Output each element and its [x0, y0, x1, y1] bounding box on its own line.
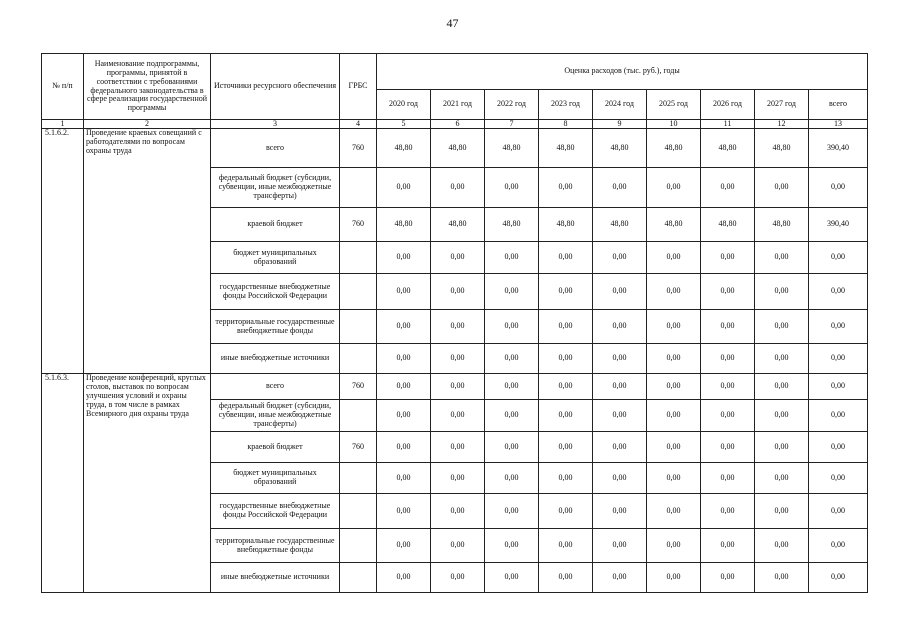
value-cell: 0,00	[593, 563, 647, 593]
value-cell: 48,80	[485, 208, 539, 242]
value-cell: 0,00	[539, 400, 593, 432]
value-cell: 0,00	[701, 374, 755, 400]
column-index: 5	[377, 120, 431, 129]
grbs-code	[340, 242, 377, 274]
value-cell: 0,00	[701, 400, 755, 432]
value-cell: 48,80	[755, 129, 809, 168]
value-cell: 0,00	[755, 463, 809, 494]
expenses-table	[41, 53, 868, 593]
value-cell: 48,80	[431, 129, 485, 168]
value-cell: 390,40	[809, 129, 868, 168]
value-cell: 0,00	[485, 563, 539, 593]
value-cell: 0,00	[647, 463, 701, 494]
column-index: 9	[593, 120, 647, 129]
grbs-code	[340, 563, 377, 593]
value-cell: 0,00	[809, 432, 868, 463]
value-cell: 0,00	[755, 344, 809, 374]
value-cell: 0,00	[377, 463, 431, 494]
value-cell: 48,80	[701, 208, 755, 242]
value-cell: 0,00	[485, 168, 539, 208]
grbs-code	[340, 400, 377, 432]
value-cell: 0,00	[755, 400, 809, 432]
value-cell: 0,00	[431, 344, 485, 374]
column-index: 1	[42, 120, 84, 129]
year-header: 2023 год	[539, 90, 593, 120]
value-cell: 0,00	[377, 344, 431, 374]
value-cell: 0,00	[809, 563, 868, 593]
value-cell: 0,00	[647, 242, 701, 274]
value-cell: 0,00	[539, 168, 593, 208]
year-header: 2026 год	[701, 90, 755, 120]
value-cell: 0,00	[431, 494, 485, 529]
funding-source: федеральный бюджет (субсидии, субвенции, иные межбюджетные трансферты)	[211, 400, 340, 432]
value-cell: 0,00	[539, 374, 593, 400]
value-cell: 0,00	[431, 242, 485, 274]
header-num: № п/п	[42, 54, 84, 120]
funding-source: краевой бюджет	[211, 208, 340, 242]
value-cell: 0,00	[647, 529, 701, 563]
year-header: 2021 год	[431, 90, 485, 120]
value-cell: 0,00	[539, 494, 593, 529]
value-cell: 0,00	[377, 374, 431, 400]
funding-source: федеральный бюджет (субсидии, субвенции, иные межбюджетные трансферты)	[211, 168, 340, 208]
value-cell: 0,00	[701, 274, 755, 310]
value-cell: 48,80	[593, 208, 647, 242]
value-cell: 0,00	[485, 432, 539, 463]
value-cell: 0,00	[647, 400, 701, 432]
value-cell: 0,00	[593, 374, 647, 400]
row-name: Проведение конференций, круглых столов, выставок по вопросам улучшения условий и охраны труда, в том числе в рамках Всемирного дня охраны труда	[84, 374, 211, 593]
value-cell: 0,00	[755, 432, 809, 463]
grbs-code: 760	[340, 129, 377, 168]
value-cell: 0,00	[431, 529, 485, 563]
value-cell: 48,80	[539, 208, 593, 242]
value-cell: 0,00	[809, 344, 868, 374]
year-header: 2020 год	[377, 90, 431, 120]
value-cell: 0,00	[431, 274, 485, 310]
value-cell: 0,00	[701, 494, 755, 529]
column-index: 10	[647, 120, 701, 129]
value-cell: 0,00	[377, 563, 431, 593]
value-cell: 0,00	[431, 432, 485, 463]
value-cell: 0,00	[701, 168, 755, 208]
header-estimate: Оценка расходов (тыс. руб.), годы	[377, 54, 868, 90]
value-cell: 0,00	[539, 274, 593, 310]
grbs-code	[340, 168, 377, 208]
column-index: 4	[340, 120, 377, 129]
funding-source: иные внебюджетные источники	[211, 563, 340, 593]
value-cell: 0,00	[809, 274, 868, 310]
value-cell: 0,00	[809, 374, 868, 400]
value-cell: 0,00	[485, 400, 539, 432]
funding-source: краевой бюджет	[211, 432, 340, 463]
page-number: 47	[446, 16, 459, 30]
value-cell: 48,80	[647, 208, 701, 242]
funding-source: бюджет муниципальных образований	[211, 242, 340, 274]
value-cell: 0,00	[809, 463, 868, 494]
value-cell: 48,80	[647, 129, 701, 168]
value-cell: 48,80	[755, 208, 809, 242]
table-body	[42, 129, 868, 593]
value-cell: 0,00	[377, 529, 431, 563]
value-cell: 0,00	[377, 400, 431, 432]
value-cell: 0,00	[539, 344, 593, 374]
value-cell: 0,00	[755, 529, 809, 563]
value-cell: 0,00	[539, 432, 593, 463]
grbs-code: 760	[340, 208, 377, 242]
value-cell: 390,40	[809, 208, 868, 242]
funding-source: территориальные государственные внебюджетные фонды	[211, 310, 340, 344]
funding-source: всего	[211, 129, 340, 168]
grbs-code: 760	[340, 374, 377, 400]
value-cell: 0,00	[647, 374, 701, 400]
value-cell: 0,00	[377, 274, 431, 310]
value-cell: 0,00	[431, 374, 485, 400]
value-cell: 0,00	[755, 494, 809, 529]
value-cell: 0,00	[593, 310, 647, 344]
value-cell: 0,00	[377, 168, 431, 208]
value-cell: 0,00	[539, 242, 593, 274]
header-name: Наименование подпрограммы, программы, принятой в соответствии с требованиями федерального законодательства в сфере реализации государственной программы	[84, 54, 211, 120]
value-cell: 0,00	[647, 432, 701, 463]
value-cell: 48,80	[377, 129, 431, 168]
row-number: 5.1.6.2.	[42, 129, 84, 374]
value-cell: 48,80	[539, 129, 593, 168]
value-cell: 0,00	[701, 242, 755, 274]
funding-source: всего	[211, 374, 340, 400]
column-index: 12	[755, 120, 809, 129]
value-cell: 48,80	[377, 208, 431, 242]
value-cell: 0,00	[755, 310, 809, 344]
grbs-code	[340, 310, 377, 344]
value-cell: 0,00	[809, 494, 868, 529]
value-cell: 0,00	[485, 374, 539, 400]
value-cell: 48,80	[701, 129, 755, 168]
column-index: 2	[84, 120, 211, 129]
value-cell: 0,00	[701, 463, 755, 494]
value-cell: 48,80	[485, 129, 539, 168]
column-index: 3	[211, 120, 340, 129]
value-cell: 0,00	[701, 344, 755, 374]
column-index: 8	[539, 120, 593, 129]
value-cell: 0,00	[593, 463, 647, 494]
year-header: 2024 год	[593, 90, 647, 120]
value-cell: 0,00	[377, 494, 431, 529]
value-cell: 0,00	[755, 168, 809, 208]
value-cell: 0,00	[593, 432, 647, 463]
header-grbs: ГРБС	[340, 54, 377, 120]
value-cell: 0,00	[593, 344, 647, 374]
column-index: 7	[485, 120, 539, 129]
column-index: 13	[809, 120, 868, 129]
value-cell: 0,00	[431, 168, 485, 208]
value-cell: 0,00	[431, 310, 485, 344]
value-cell: 0,00	[485, 529, 539, 563]
funding-source: государственные внебюджетные фонды Российской Федерации	[211, 494, 340, 529]
funding-source: бюджет муниципальных образований	[211, 463, 340, 494]
value-cell: 0,00	[431, 400, 485, 432]
grbs-code	[340, 494, 377, 529]
value-cell: 0,00	[431, 563, 485, 593]
value-cell: 0,00	[647, 168, 701, 208]
value-cell: 0,00	[593, 274, 647, 310]
funding-source: государственные внебюджетные фонды Российской Федерации	[211, 274, 340, 310]
value-cell: 0,00	[647, 310, 701, 344]
value-cell: 0,00	[809, 168, 868, 208]
value-cell: 0,00	[755, 274, 809, 310]
value-cell: 0,00	[593, 400, 647, 432]
grbs-code	[340, 529, 377, 563]
value-cell: 0,00	[485, 494, 539, 529]
column-index: 6	[431, 120, 485, 129]
value-cell: 0,00	[539, 529, 593, 563]
value-cell: 0,00	[701, 529, 755, 563]
funding-source: территориальные государственные внебюджетные фонды	[211, 529, 340, 563]
value-cell: 0,00	[593, 242, 647, 274]
value-cell: 0,00	[485, 242, 539, 274]
value-cell: 0,00	[755, 374, 809, 400]
value-cell: 0,00	[485, 274, 539, 310]
value-cell: 0,00	[431, 463, 485, 494]
header-source: Источники ресурсного обеспечения	[211, 54, 340, 120]
value-cell: 0,00	[377, 242, 431, 274]
value-cell: 0,00	[377, 310, 431, 344]
value-cell: 0,00	[539, 563, 593, 593]
value-cell: 0,00	[647, 494, 701, 529]
year-header: 2027 год	[755, 90, 809, 120]
funding-source: иные внебюджетные источники	[211, 344, 340, 374]
value-cell: 0,00	[593, 529, 647, 563]
value-cell: 0,00	[701, 563, 755, 593]
value-cell: 0,00	[593, 494, 647, 529]
value-cell: 0,00	[485, 463, 539, 494]
year-header: 2022 год	[485, 90, 539, 120]
table-row	[42, 129, 868, 168]
value-cell: 0,00	[539, 463, 593, 494]
value-cell: 0,00	[647, 344, 701, 374]
value-cell: 0,00	[755, 563, 809, 593]
year-header: 2025 год	[647, 90, 701, 120]
value-cell: 0,00	[809, 529, 868, 563]
value-cell: 0,00	[701, 432, 755, 463]
value-cell: 0,00	[809, 310, 868, 344]
grbs-code	[340, 463, 377, 494]
value-cell: 0,00	[647, 274, 701, 310]
table-row	[42, 374, 868, 400]
value-cell: 0,00	[809, 400, 868, 432]
value-cell: 0,00	[377, 432, 431, 463]
value-cell: 48,80	[431, 208, 485, 242]
year-header: всего	[809, 90, 868, 120]
value-cell: 0,00	[809, 242, 868, 274]
value-cell: 0,00	[539, 310, 593, 344]
grbs-code	[340, 344, 377, 374]
row-number: 5.1.6.3.	[42, 374, 84, 593]
value-cell: 0,00	[647, 563, 701, 593]
value-cell: 48,80	[593, 129, 647, 168]
grbs-code: 760	[340, 432, 377, 463]
value-cell: 0,00	[755, 242, 809, 274]
column-index: 11	[701, 120, 755, 129]
value-cell: 0,00	[485, 310, 539, 344]
value-cell: 0,00	[701, 310, 755, 344]
value-cell: 0,00	[593, 168, 647, 208]
grbs-code	[340, 274, 377, 310]
row-name: Проведение краевых совещаний с работодателями по вопросам охраны труда	[84, 129, 211, 374]
value-cell: 0,00	[485, 344, 539, 374]
